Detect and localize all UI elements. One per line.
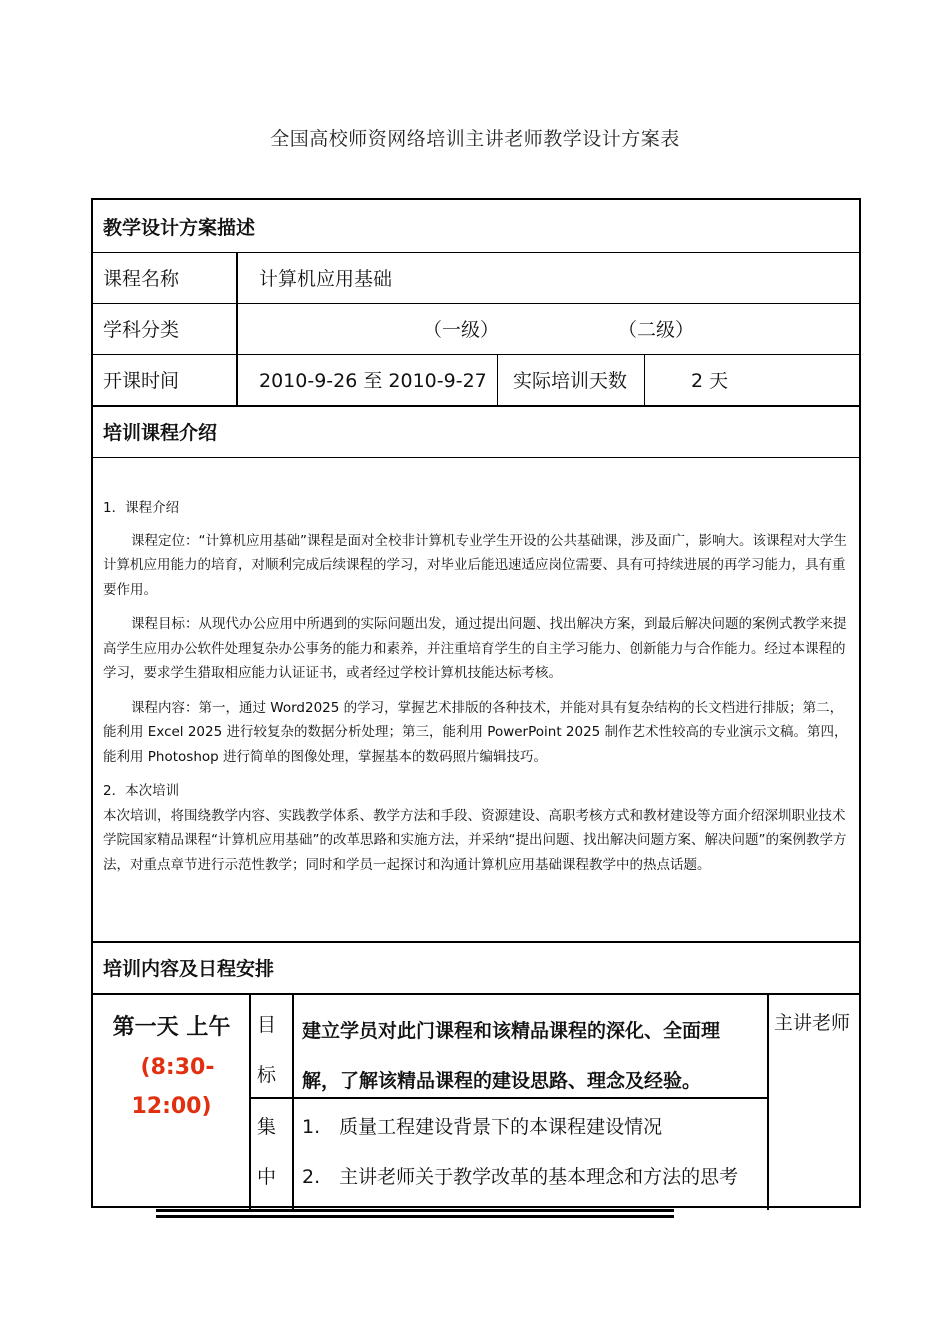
table-underline [156, 1209, 674, 1212]
focus-item: 1. 质量工程建设背景下的本课程建设情况 [302, 1116, 663, 1138]
intro-paragraph: 课程目标：从现代办公应用中所遇到的实际问题出发，通过提出问题、找出解决方案，到最后解决问题的案例式教学来提高学生应用办公软件处理复杂办公事务的能力和素养，并注重培育学生的自主学习能力、创新能力与合作能力。经过本课程的学习，要求学生猎取相应能力认证证书，或者经过学校计算机技能达标考核。 [103, 616, 847, 681]
row-divider [93, 993, 859, 995]
course-name-label: 课程名称 [103, 268, 180, 290]
focus-item: 2. 主讲老师关于教学改革的基本理念和方法的思考 [302, 1166, 739, 1188]
intro-paragraph: 课程内容：第一，通过 Word2025 的学习，掌握艺术排版的各种技术，并能对具有复杂结构的长文档进行排版；第二，能利用 Excel 2025 进行较复杂的数据分析处理；第三，能利用 PowerPoint 2025 制作艺术性较高的专业演示文稿。第四，能利用 Photoshop 进行简单的图像处理，掌握基本的数码照片编辑技巧。 [103, 699, 848, 765]
focus-char: 中 [257, 1166, 277, 1188]
row-divider [93, 457, 859, 458]
focus-char: 集 [257, 1116, 277, 1138]
subject-level2: （二级） [618, 319, 695, 341]
goal-text: 建立学员对此门课程和该精品课程的深化、全面理解，了解该精品课程的建设思路、理念及经验。 [302, 1020, 721, 1092]
design-table [91, 198, 861, 1208]
section-header-intro: 培训课程介绍 [103, 421, 218, 444]
time-label: 开课时间 [103, 370, 180, 392]
col-divider [497, 354, 498, 405]
speaker-label: 主讲老师 [774, 1012, 851, 1034]
document-title: 全国高校师资网络培训主讲老师教学设计方案表 [270, 128, 680, 150]
intro-paragraph: 本次培训，将围绕教学内容、实践教学体系、教学方法和手段、资源建设、高职考核方式和教材建设等方面介绍深圳职业技术学院国家精品课程“计算机应用基础”的改革思路和实施方法，并采纳“提出问题、找出解决问题方案、解决问题”的案例教学方法，对重点章节进行示范性教学；同时和学员一起探讨和沟通计算机应用基础课程教学中的热点话题。 [103, 807, 847, 873]
subject-level1: （一级） [423, 319, 500, 341]
section-header-schedule: 培训内容及日程安排 [103, 957, 275, 980]
time-start: (8:30- [140, 1055, 215, 1080]
days-label: 实际培训天数 [513, 370, 628, 392]
col-divider [644, 354, 645, 405]
row-divider [93, 252, 859, 253]
day-slot [93, 996, 250, 1119]
time-value: 2010-9-26 至 2010-9-27 [259, 370, 487, 392]
course-name-value: 计算机应用基础 [259, 268, 393, 290]
intro-heading-1: 1．课程介绍 [103, 500, 180, 516]
time-end: 12:00) [131, 1094, 212, 1119]
course-intro [103, 496, 851, 877]
col-divider [236, 252, 238, 405]
intro-heading-2: 2．本次培训 [103, 783, 180, 799]
col-divider [292, 993, 294, 1210]
section-header-design: 教学设计方案描述 [103, 216, 256, 239]
table-underline [156, 1215, 674, 1218]
day-label: 第一天 上午 [112, 1015, 231, 1040]
goal-char: 目 [257, 1014, 277, 1036]
subject-label: 学科分类 [103, 319, 180, 341]
intro-paragraph: 课程定位：“计算机应用基础”课程是面对全校非计算机专业学生开设的公共基础课，涉及面广，影响大。该课程对大学生计算机应用能力的培育，对顺利完成后续课程的学习，对毕业后能迅速适应岗位需要、具有可持续进展的再学习能力，具有重要作用。 [103, 532, 847, 598]
col-divider [767, 993, 769, 1210]
days-value: 2 天 [691, 370, 729, 392]
goal-char: 标 [257, 1064, 277, 1086]
